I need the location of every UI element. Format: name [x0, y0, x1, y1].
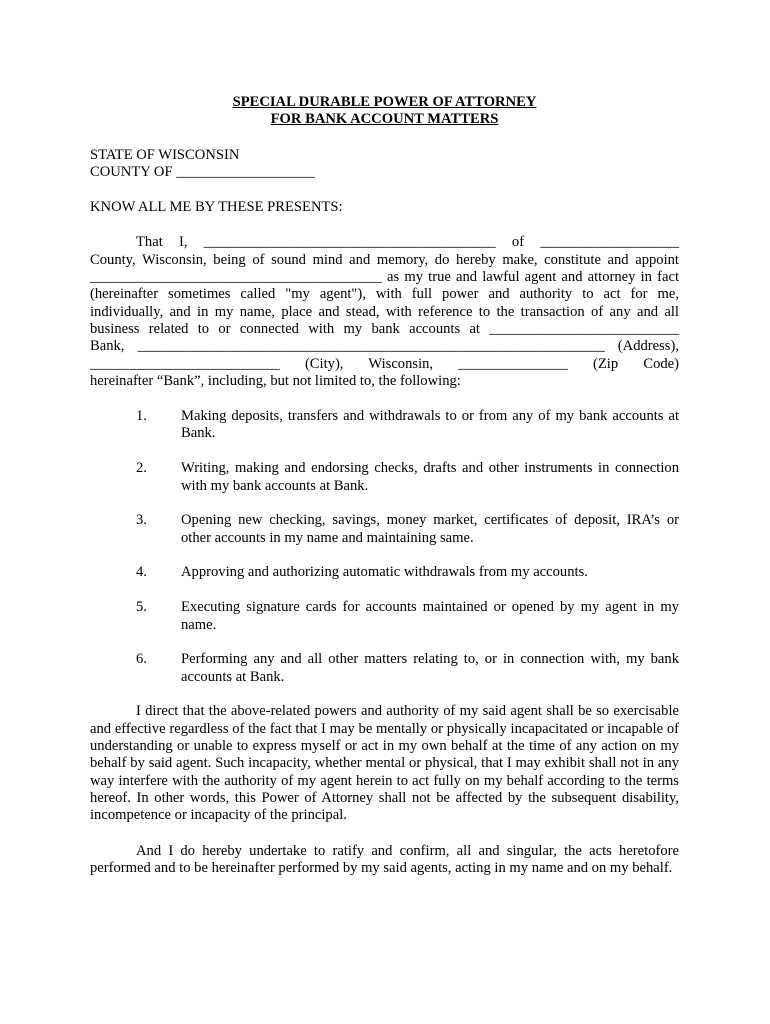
appointment-line: ________________________________________ as my true and lawful agent and attorney in fact [90, 269, 679, 286]
know-all-heading: KNOW ALL ME BY THESE PRESENTS: [90, 199, 343, 216]
document-page [90, 94, 679, 877]
appointment-line: hereinafter “Bank”, including, but not limited to, the following: [90, 372, 461, 389]
powers-list [90, 408, 679, 686]
appointment-line: individually, and in my name, place and stead, with reference to the transaction of any and all [90, 303, 679, 320]
list-item-number: 2. [136, 460, 147, 477]
list-item-text: Making deposits, transfers and withdrawals to or from any of my bank accounts at Bank. [181, 408, 679, 442]
county-line: COUNTY OF ___________________ [90, 163, 315, 180]
appointment-line: Bank, ________________________________________________________________ (Address), [90, 338, 679, 355]
list-item [90, 564, 679, 581]
appointment-line: That I, ________________________________________ of ___________________ [136, 234, 679, 251]
state-line: STATE OF WISCONSIN [90, 146, 240, 163]
list-item-number: 6. [136, 651, 147, 668]
list-item-number: 3. [136, 512, 147, 529]
venue-block [90, 147, 679, 182]
list-item-text: Writing, making and endorsing checks, drafts and other instruments in connection with my bank accounts at Bank. [181, 460, 679, 494]
ratification-paragraph: And I do hereby undertake to ratify and confirm, all and singular, the acts heretofore performed and to be hereinafter performed by my said agents, acting in my name and on my behalf. [90, 842, 679, 876]
document-title-line-2: FOR BANK ACCOUNT MATTERS [270, 111, 499, 128]
appointment-line: __________________________ (City), Wisconsin, _______________ (Zip Code) [90, 355, 679, 372]
list-item-number: 4. [136, 564, 147, 581]
appointment-line: business related to or connected with my bank accounts at __________________________ [90, 320, 679, 337]
list-item-number: 1. [136, 408, 147, 425]
list-item [90, 651, 679, 686]
durable-power-paragraph: I direct that the above-related powers and authority of my said agent shall be so exercisable and effective regardless of the fact that I may be mentally or physically incapacitated or incapable of understanding or unable to express myself or act in my own behalf at the time of any action on my behalf by said agent. Such incapacity, whether mental or physical, that I may exhibit shall not in any way interfere with the authority of my agent herein to act fully on my behalf according to the terms hereof. In other words, this Power of Attorney shall not be affected by the subsequent disability, incompetence or incapacity of the principal. [90, 703, 679, 824]
list-item-text: Opening new checking, savings, money market, certificates of deposit, IRA’s or other accounts in my name and maintaining same. [181, 512, 679, 546]
list-item [90, 599, 679, 634]
document-title-line-1: SPECIAL DURABLE POWER OF ATTORNEY [232, 94, 537, 110]
list-item [90, 408, 679, 443]
list-item-text: Approving and authorizing automatic withdrawals from my accounts. [181, 564, 588, 581]
list-item-text: Performing any and all other matters relating to, or in connection with, my bank accounts at Bank. [181, 651, 679, 685]
list-item-number: 5. [136, 599, 147, 616]
list-item [90, 460, 679, 495]
appointment-line: (hereinafter sometimes called "my agent"), with full power and authority to act for me, [90, 286, 679, 303]
appointment-paragraph [90, 234, 679, 390]
list-item-text: Executing signature cards for accounts maintained or opened by my agent in my name. [181, 599, 679, 633]
list-item [90, 512, 679, 547]
appointment-line: County, Wisconsin, being of sound mind and memory, do hereby make, constitute and appoint [90, 251, 679, 268]
